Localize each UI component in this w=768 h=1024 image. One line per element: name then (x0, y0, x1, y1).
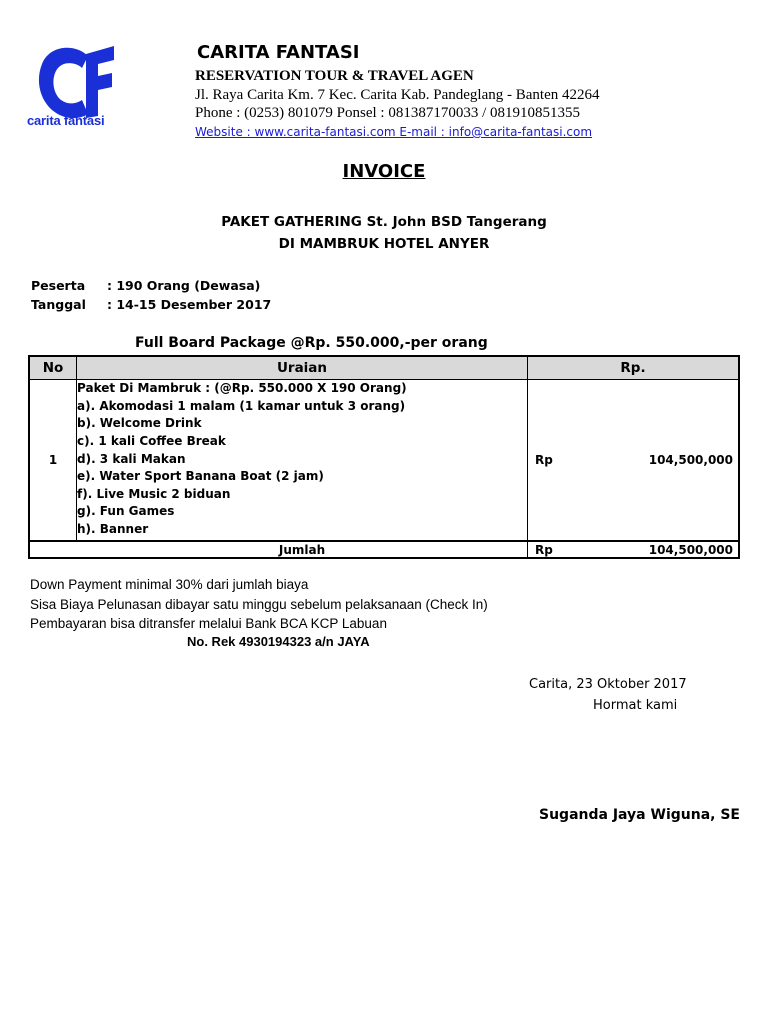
header-rp: Rp. (620, 360, 646, 376)
invoice-title: INVOICE (342, 161, 426, 182)
divider (527, 357, 528, 559)
total-divider (30, 540, 738, 542)
item-banner: h). Banner (77, 522, 149, 536)
row-currency: Rp (535, 453, 553, 467)
header-uraian: Uraian (276, 360, 328, 376)
company-tagline: RESERVATION TOUR & TRAVEL AGEN (195, 68, 474, 84)
item-coffee-break: c). 1 kali Coffee Break (77, 434, 226, 448)
signer-name: Suganda Jaya Wiguna, SE (539, 807, 740, 823)
item-water-sport: e). Water Sport Banana Boat (2 jam) (77, 469, 324, 483)
company-phone: Phone : (0253) 801079 Ponsel : 081387170033 / 081910851355 (195, 105, 580, 121)
city-date: Carita, 23 Oktober 2017 (529, 677, 687, 692)
bank-account: No. Rek 4930194323 a/n JAYA (187, 634, 370, 649)
full-board-package: Full Board Package @Rp. 550.000,-per orang (135, 335, 488, 351)
logo-text: carita fantasi (27, 113, 105, 128)
regards: Hormat kami (593, 698, 678, 713)
item-fun-games: g). Fun Games (77, 504, 175, 518)
total-label: Jumlah (278, 543, 326, 557)
company-name: CARITA FANTASI (197, 42, 360, 63)
peserta-value: : 190 Orang (Dewasa) (107, 278, 261, 293)
item-accommodation: a). Akomodasi 1 malam (1 kamar untuk 3 orang) (77, 399, 406, 413)
package-venue: DI MAMBRUK HOTEL ANYER (278, 236, 490, 252)
total-amount: 104,500,000 (648, 543, 733, 557)
tanggal-label: Tanggal (31, 297, 86, 312)
tanggal-value: : 14-15 Desember 2017 (107, 297, 272, 312)
invoice-table (28, 355, 740, 559)
note-transfer: Pembayaran bisa ditransfer melalui Bank BCA KCP Labuan (30, 616, 387, 631)
note-settlement: Sisa Biaya Pelunasan dibayar satu minggu sebelum pelaksanaan (Check In) (30, 597, 488, 612)
header-no: No (42, 360, 64, 376)
peserta-label: Peserta (31, 278, 86, 293)
row-number: 1 (48, 453, 58, 467)
note-down-payment: Down Payment minimal 30% dari jumlah biaya (30, 577, 309, 592)
website-email-link[interactable]: Website : www.carita-fantasi.com E-mail : info@carita-fantasi.com (195, 125, 593, 139)
item-live-music: f). Live Music 2 biduan (77, 487, 231, 501)
item-welcome-drink: b). Welcome Drink (77, 416, 202, 430)
row-amount: 104,500,000 (648, 453, 733, 467)
company-address: Jl. Raya Carita Km. 7 Kec. Carita Kab. Pandeglang - Banten 42264 (195, 87, 600, 103)
item-package: Paket Di Mambruk : (@Rp. 550.000 X 190 Orang) (77, 381, 407, 395)
total-currency: Rp (535, 543, 553, 557)
item-meals: d). 3 kali Makan (77, 452, 186, 466)
package-title: PAKET GATHERING St. John BSD Tangerang (221, 214, 547, 230)
